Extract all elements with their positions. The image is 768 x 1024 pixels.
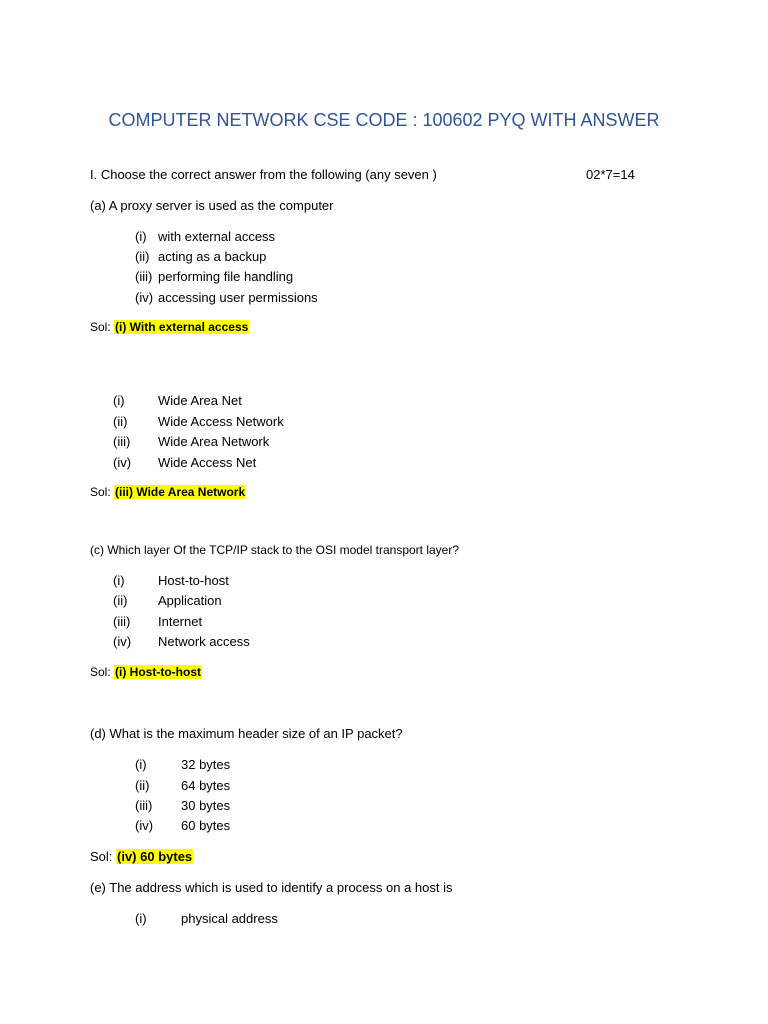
option-text: Application — [158, 593, 222, 608]
option-number: (iv) — [135, 818, 154, 833]
option-number: (i) — [135, 757, 147, 772]
option-number: (ii) — [113, 593, 128, 608]
option-text: Wide Access Net — [158, 455, 257, 470]
option-text: 30 bytes — [181, 798, 231, 813]
solution-answer: (iv) 60 bytes — [117, 849, 193, 864]
option-number: (i) — [135, 911, 147, 926]
option-text: acting as a backup — [158, 249, 267, 264]
solution-d — [90, 849, 193, 865]
option-number: (ii) — [135, 249, 150, 264]
option-text: Network access — [158, 634, 250, 649]
solution-b — [90, 485, 246, 499]
option-number: (i) — [113, 393, 125, 408]
option-text: 60 bytes — [181, 818, 231, 833]
option-text: Internet — [158, 614, 203, 629]
option-text: with external access — [158, 229, 276, 244]
solution-answer: (iii) Wide Area Network — [115, 485, 246, 499]
option-number: (iv) — [113, 634, 132, 649]
question-d: (d) What is the maximum header size of an IP packet? — [90, 726, 403, 741]
solution-label: Sol: — [90, 665, 115, 679]
solution-c — [90, 665, 202, 679]
option-text: Host-to-host — [158, 573, 229, 588]
section-heading: I. Choose the correct answer from the following (any seven ) — [90, 167, 437, 182]
option-text: accessing user permissions — [158, 290, 318, 305]
solution-label: Sol: — [90, 485, 115, 499]
option-number: (ii) — [135, 778, 150, 793]
question-e: (e) The address which is used to identify a process on a host is — [90, 880, 453, 895]
page-title: COMPUTER NETWORK CSE CODE : 100602 PYQ WITH ANSWER — [108, 110, 660, 130]
option-number: (iii) — [113, 434, 131, 449]
option-number: (iii) — [113, 614, 131, 629]
question-a: (a) A proxy server is used as the computer — [90, 198, 334, 213]
option-number: (iv) — [135, 290, 154, 305]
option-text: 64 bytes — [181, 778, 231, 793]
option-text: performing file handling — [158, 269, 294, 284]
section-marks: 02*7=14 — [586, 167, 635, 182]
option-text: Wide Access Network — [158, 414, 284, 429]
solution-answer: (i) With external access — [115, 320, 249, 334]
option-number: (i) — [113, 573, 125, 588]
option-text: Wide Area Net — [158, 393, 242, 408]
option-text: physical address — [181, 911, 278, 926]
option-text: Wide Area Network — [158, 434, 270, 449]
solution-answer: (i) Host-to-host — [115, 665, 201, 679]
option-number: (ii) — [113, 414, 128, 429]
solution-a — [90, 320, 249, 334]
solution-label: Sol: — [90, 849, 117, 864]
option-number: (iv) — [113, 455, 132, 470]
option-number: (i) — [135, 229, 147, 244]
option-number: (iii) — [135, 798, 153, 813]
option-number: (iii) — [135, 269, 153, 284]
question-c: (c) Which layer Of the TCP/IP stack to the OSI model transport layer? — [90, 543, 460, 557]
option-text: 32 bytes — [181, 757, 231, 772]
solution-label: Sol: — [90, 320, 115, 334]
